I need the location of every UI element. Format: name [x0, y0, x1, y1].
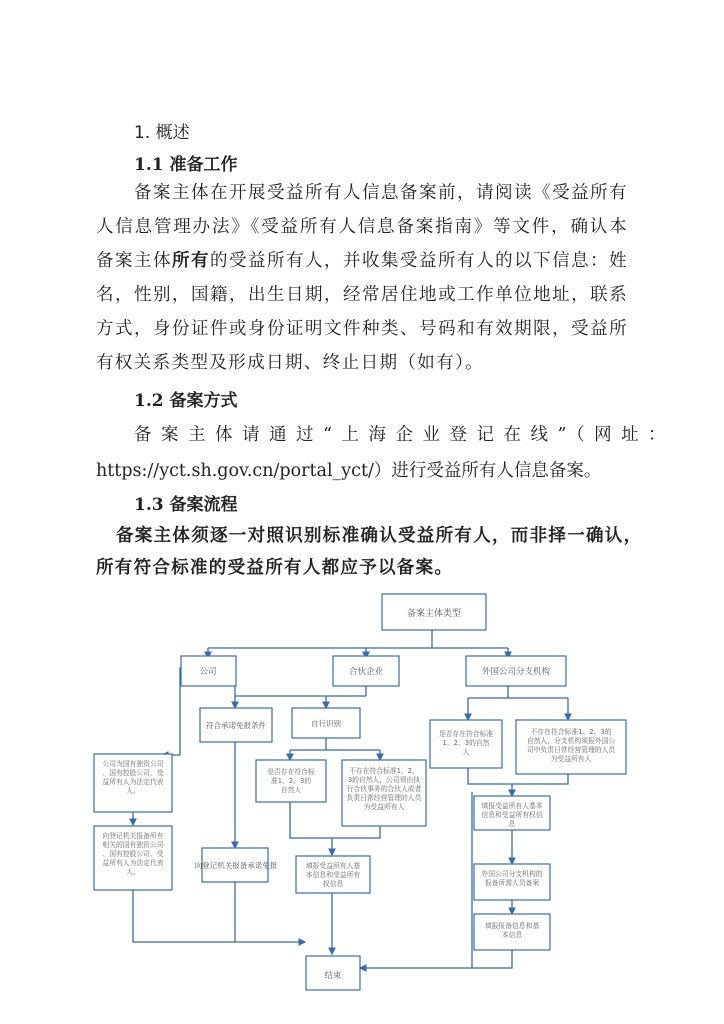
section-1-2-line2: https://yct.sh.gov.cn/portal_yct/）进行受益所有人信息备案。	[96, 461, 602, 481]
node-file-foreign-ubo-label: 填报受益所有人基本信息和受益所有权信息	[481, 802, 543, 828]
node-no-match-label: 不存在符合标准1、2、 3的自然人，公司须由执行合伙事务的合伙人或者负责日常经营管理的人员为受益所有人	[346, 767, 422, 811]
node-foreign-none-label: 不存在符合标准1、2、3的自然人，分支机构须报外国公司中负责日常经营管理的人员为受益所有人	[526, 728, 616, 763]
emphasis-text: 所有	[172, 251, 211, 271]
node-self-identify-label: 自行识别	[311, 719, 341, 728]
node-foreign-basic-label: 填报报备信息和基本信息	[484, 922, 540, 939]
node-partnership-label: 合伙企业	[348, 667, 384, 677]
section-1-1-body: 备案主体在开展受益所有人信息备案前，请阅读《受益所有人信息管理办法》《受益所有人信息备案指南》等文件，确认本备案主体所有的受益所有人，并收集受益所有人的以下信息：姓名，性别，国籍，出生日期，经常居住地或工作单位地址，联系方式，身份证件或身份证明文件种类、号码和有效期限，受益所有权关系类型及形成日期、终止日期（如有）。	[96, 183, 628, 373]
node-foreign-has-label: 是否存在符合标准 1、2、3的自然人	[438, 730, 494, 756]
node-root-label: 备案主体类型	[406, 609, 462, 619]
node-meet-exempt-label: 符合承诺免报条件	[206, 721, 266, 730]
section-heading: 1. 概述	[134, 123, 190, 143]
node-file-ubo-label: 填报受益所有人基本信息和受益所有权信息	[305, 862, 361, 888]
node-foreign-label: 外国公司分支机构	[481, 667, 551, 677]
node-has-match-label: 是否存在符合标准1、2、3的自然人	[267, 768, 315, 794]
node-company-label: 公司	[199, 667, 217, 677]
section-1-3-title: 1.3 备案流程	[134, 495, 238, 515]
section-1-2-line1: 备案主体请通过“上海企业登记在线”（网址：	[134, 425, 676, 445]
node-foreign-branch-label: 外国公司分支机构的报备所需人员备案	[481, 870, 543, 887]
section-1-1-title: 1.1 准备工作	[134, 155, 238, 175]
node-file-promise-label: 向登记机关报备承诺免报	[194, 861, 278, 870]
section-1-3-line2: 所有符合标准的受益所有人都应予以备案。	[96, 558, 454, 578]
section-1-2-title: 1.2 备案方式	[134, 391, 238, 411]
section-1-3-line1: 备案主体须逐一对照识别标准确认受益所有人，而非择一确认，	[116, 526, 643, 546]
node-file-state-label: 向登记机关报备所有相关的国有独资公司、国有控股公司、受益所有人为法定代表人。	[102, 832, 164, 876]
node-end-label: 结束	[324, 971, 342, 981]
node-state-owned-label: 公司为国有独资公司、国有控股公司，受益所有人为法定代表人。	[102, 760, 164, 795]
